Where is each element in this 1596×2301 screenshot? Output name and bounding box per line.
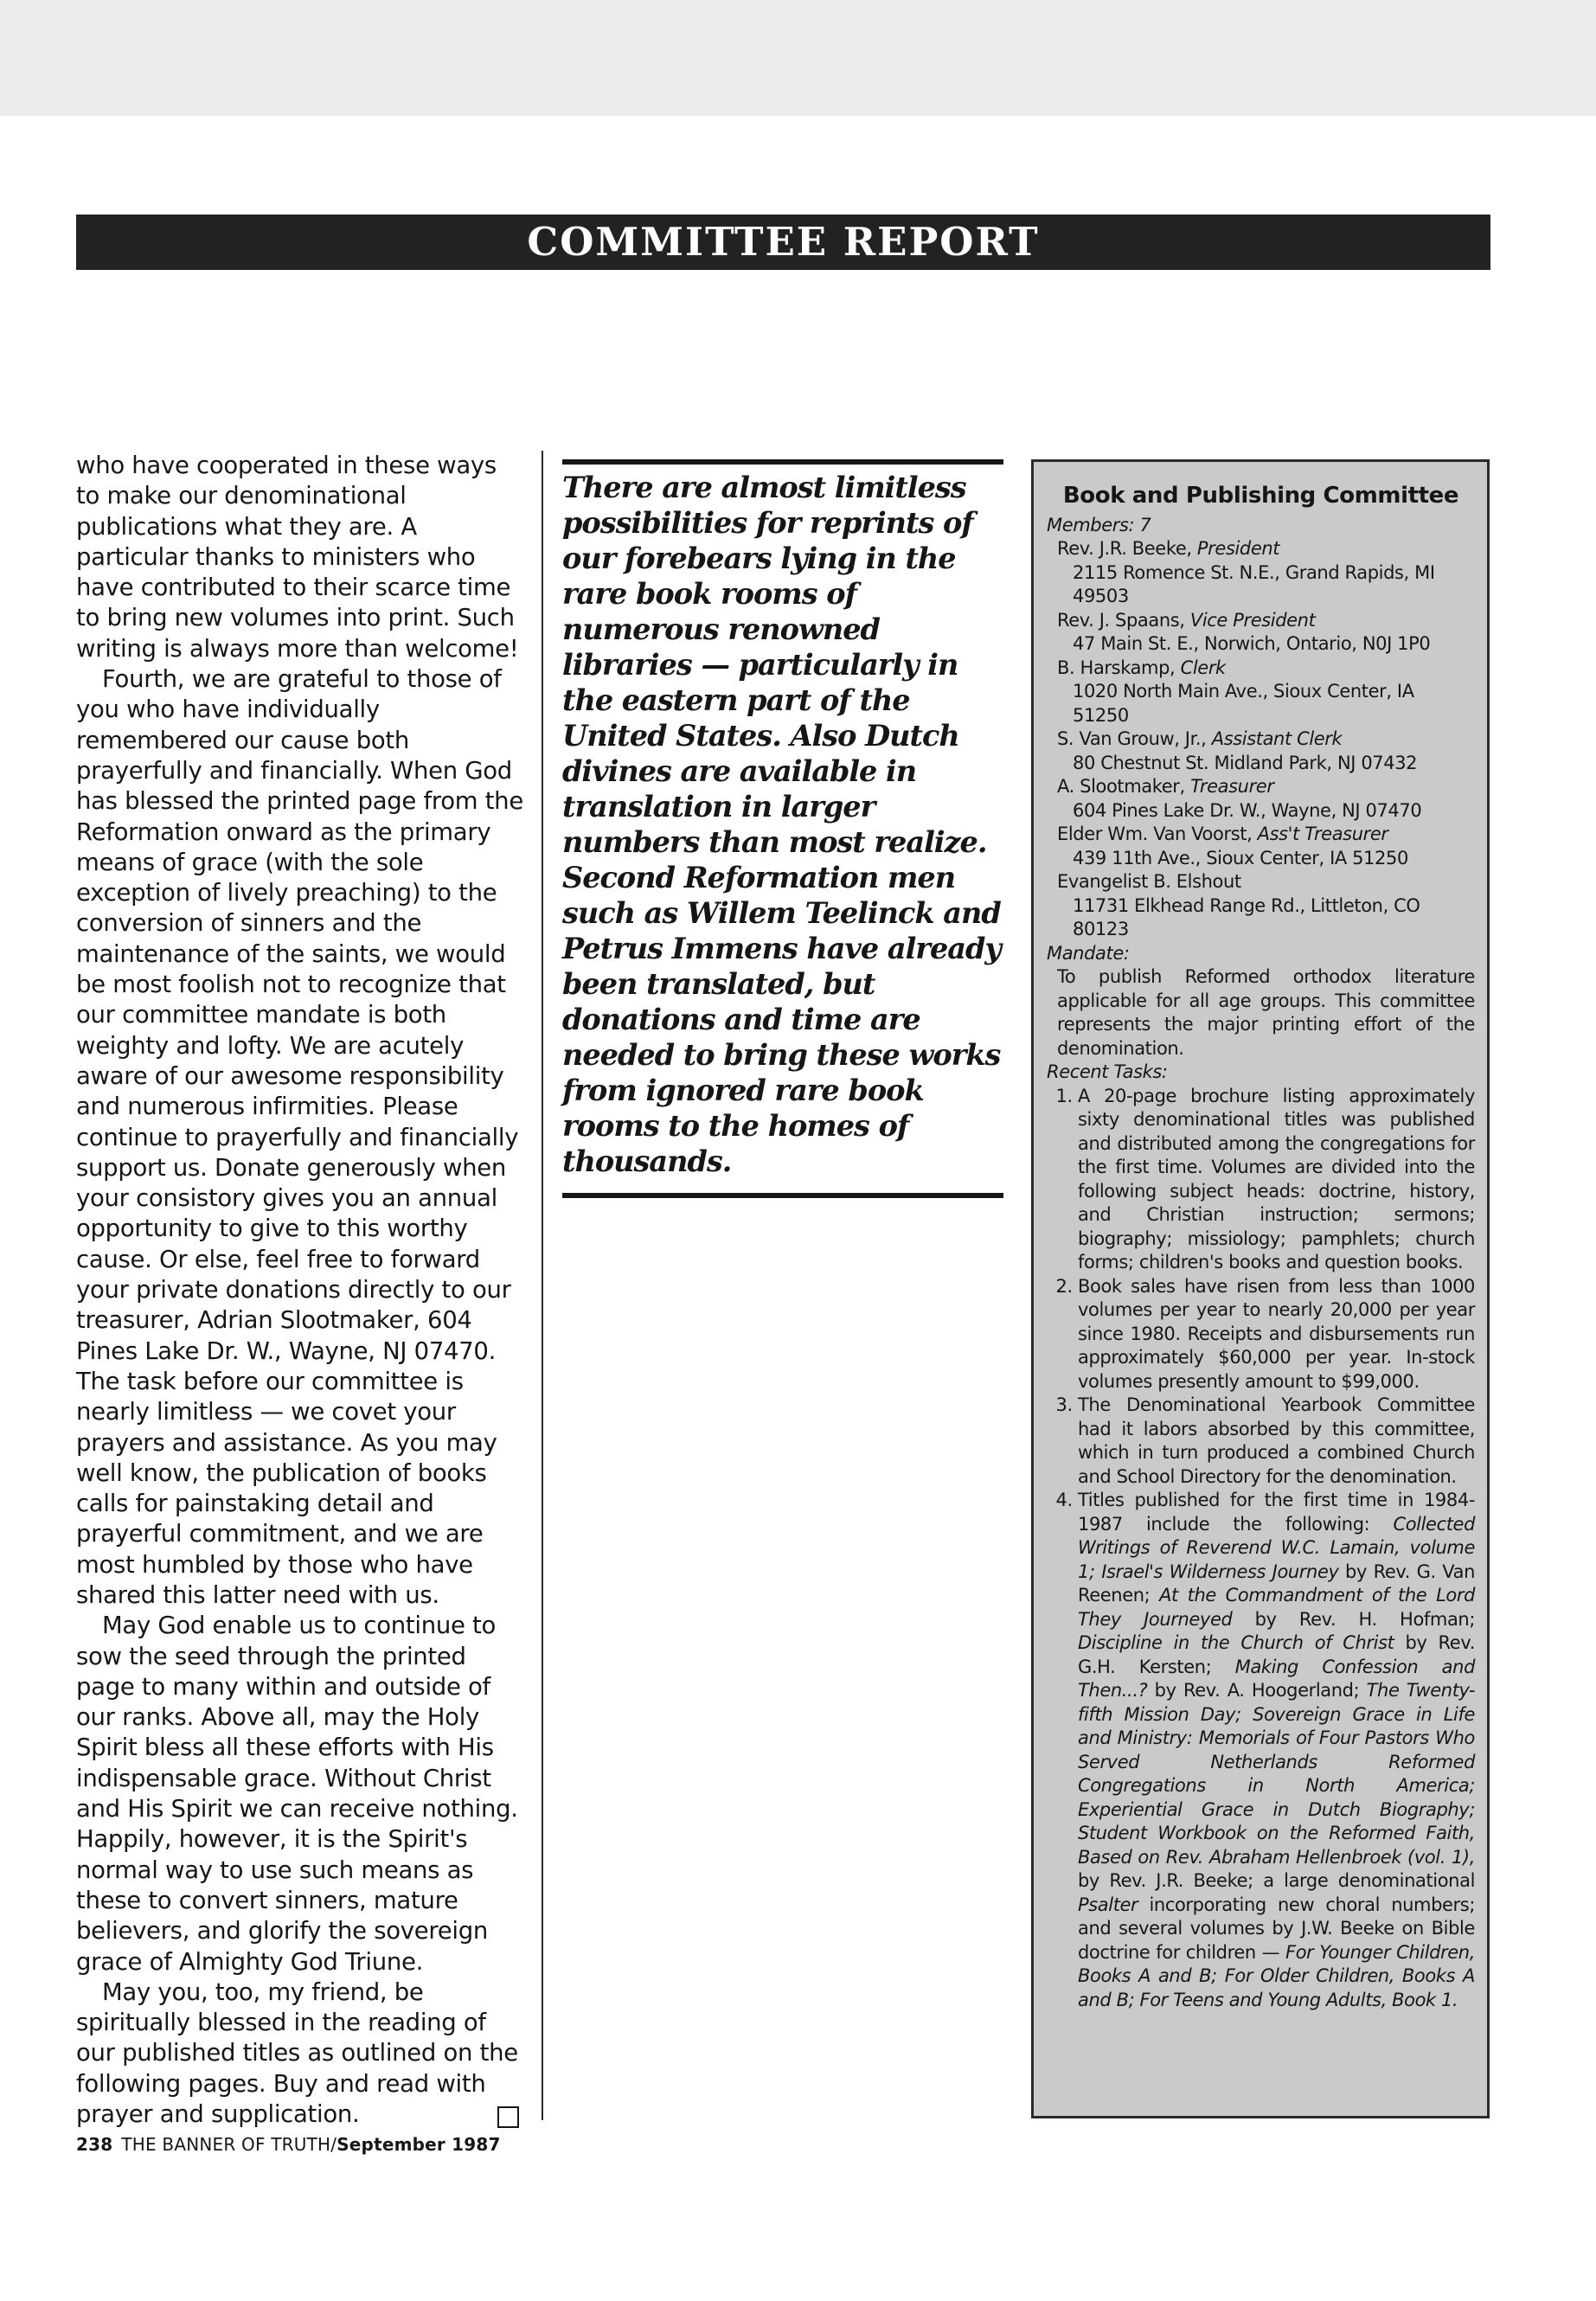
section-banner: COMMITTEE REPORT [76, 215, 1490, 270]
scan-top-margin [0, 0, 1596, 116]
member-address: 604 Pines Lake Dr. W., Wayne, NJ 07470 [1073, 799, 1422, 821]
member-name: Elder Wm. Van Voorst, [1057, 824, 1253, 844]
publication-name: THE BANNER OF TRUTH/ [121, 2134, 337, 2155]
task-item: 2. Book sales have risen from less than 1000 volumes per year to nearly 20,000 per year since 1980. Receipts and disbursements run approximately $60,000 per year. In-stock volumes presently amount to $99,000. [1078, 1275, 1475, 1394]
member-address: 11731 Elkhead Range Rd., Littleton, CO 80123 [1073, 894, 1420, 939]
issue-date: September 1987 [337, 2134, 501, 2155]
task-text: by Rev. G.H. Kersten; [1078, 1632, 1475, 1677]
member-address: 439 11th Ave., Sioux Center, IA 51250 [1073, 847, 1408, 868]
pull-quote-text: There are almost limitless possibilities for reprints of our forebears lying in the rare book rooms of numerous renowned libraries — particularly in the eastern part of the United States. Also Dutch divines are available in translation in larger numbers than most realize. Second Reformation men such as Willem Teelinck and Petrus Immens have already been translated, but donations and time are needed to bring these works from ignored rare book rooms to the homes of thousands. [562, 471, 1001, 1178]
member-role: Treasurer [1190, 776, 1274, 797]
member-entry [1047, 823, 1475, 847]
member-name: Evangelist B. Elshout [1057, 871, 1241, 892]
body-paragraph: Fourth, we are grateful to those of you who have individually remembered our cause both prayerfully and financially. When God has blessed the printed page from the Reformation onward as the primary means of grace (with the sole exception of lively preaching) to the conversion of sinners and the maintenance of the saints, we would be most foolish not to recognize that our committee mandate is both weighty and lofty. We are acutely aware of our awesome responsibility and numerous infirmities. Please continue to prayerfully and financially support us. Donate generously when your consistory gives you an annual opportunity to give to this worthy cause. Or else, feel free to forward your private donations directly to our treasurer, Adrian Slootmaker, 604 Pines Lake Dr. W., Wayne, NJ 07470. The task before our committee is nearly limitless — we covet your prayers and assistance. As you may well know, the publication of books calls for painstaking detail and prayerful commitment, and we are most humbled by those who have shared this latter need with us. [76, 665, 523, 1609]
member-name: A. Slootmaker, [1057, 776, 1185, 797]
task-item: 3. The Denominational Yearbook Committee had it labors absorbed by this committee, which in turn produced a combined Church and School Directory for the denomination. [1078, 1394, 1475, 1489]
task-text: by Rev. J.R. Beeke; a large denominational [1078, 1870, 1475, 1891]
member-address: 1020 North Main Ave., Sioux Center, IA 51250 [1073, 681, 1414, 726]
book-title: Collected Writings of Reverend W.C. Lamain, volume 1; Israel's Wilderness Journey [1078, 1513, 1475, 1582]
member-address: 80 Chestnut St. Midland Park, NJ 07432 [1073, 752, 1418, 773]
tasks-label: Recent Tasks: [1047, 1061, 1168, 1082]
member-entry [1047, 775, 1475, 799]
page-footer [76, 2134, 501, 2155]
member-role: Vice President [1189, 609, 1316, 631]
article-body [76, 451, 526, 2130]
page-number: 238 [76, 2134, 113, 2155]
members-label: Members: 7 [1047, 514, 1151, 535]
task-text: by Rev. G. Van Reenen; [1078, 1561, 1475, 1606]
book-title: The Twenty-fifth Mission Day; Sovereign Grace in Life and Ministry: Memorials of Four Pastors Who Served Netherlands Reformed Congregations in North America; Experiential Grace in Dutch Biography; Student Workbook on the Reformed Faith, Based on Rev. Abraham Hellenbroek (vol. 1), [1078, 1680, 1475, 1868]
book-title: At the Commandment of the Lord They Journeyed [1078, 1585, 1475, 1630]
task-text: incorporating new choral numbers; and several volumes by J.W. Beeke on Bible doctrine for children — [1078, 1894, 1475, 1963]
member-entry [1047, 657, 1475, 681]
member-entry [1047, 537, 1475, 561]
member-role: Clerk [1180, 657, 1226, 678]
body-paragraph: May God enable us to continue to sow the seed through the printed page to many within and outside of our ranks. Above all, may the Holy Spirit bless all these efforts with His indispensable grace. Without Christ and His Spirit we can receive nothing. Happily, however, it is the Spirit's normal way to use such means as these to convert sinners, mature believers, and glorify the sovereign grace of Almighty God Triune. [76, 1612, 518, 1976]
committee-sidebar [1031, 459, 1490, 2118]
member-name: Rev. J.R. Beeke, [1057, 538, 1192, 559]
member-entry [1047, 609, 1475, 633]
mandate-label: Mandate: [1047, 942, 1130, 964]
member-role: Assistant Clerk [1211, 728, 1343, 749]
mandate-text: To publish Reformed orthodox literature applicable for all age groups. This committee represents the major printing effort of the denomination. [1057, 966, 1475, 1059]
body-paragraph-text: May you, too, my friend, be spiritually blessed in the reading of our published titles as outlined on the following pages. Buy and read with prayer and supplication. [76, 1977, 518, 2129]
end-mark-icon [497, 2106, 519, 2128]
task-text: Titles published for the first time in 1984-1987 include the following: [1078, 1490, 1475, 1535]
book-title: Discipline in the Church of Christ [1078, 1632, 1394, 1653]
member-name: Rev. J. Spaans, [1057, 609, 1185, 631]
task-text: by Rev. A. Hoogerland; [1147, 1680, 1367, 1701]
task-text: by Rev. H. Hofman; [1232, 1608, 1475, 1630]
member-entry [1047, 870, 1475, 894]
member-name: S. Van Grouw, Jr., [1057, 728, 1207, 749]
member-entry [1047, 727, 1475, 752]
pull-quote [562, 459, 1003, 1198]
member-role: President [1196, 538, 1280, 559]
sidebar-title: Book and Publishing Committee [1062, 483, 1459, 509]
tasks-list [1047, 1085, 1475, 2013]
column-divider [542, 451, 543, 2120]
book-title: For Younger Children, Books A and B; For Older Children, Books A and B; For Teens and Young Adults, Book 1. [1078, 1941, 1475, 2010]
task-item [1078, 1489, 1475, 2012]
member-address: 2115 Romence St. N.E., Grand Rapids, MI 49503 [1073, 561, 1435, 606]
body-paragraph: who have cooperated in these ways to make our denominational publications what they are. A particular thanks to ministers who have contributed to their scarce time to bring new volumes into print. Such writing is always more than welcome! [76, 452, 519, 663]
task-item: 1. A 20-page brochure listing approximately sixty denominational titles was published and distributed among the congregations for the first time. Volumes are divided into the following subject heads: doctrine, history, and Christian instruction; sermons; biography; missiology; pamphlets; church forms; children's books and question books. [1078, 1085, 1475, 1275]
body-paragraph [76, 1977, 526, 2130]
pull-quote-bottom-rule [562, 1193, 1003, 1198]
member-address: 47 Main St. E., Norwich, Ontario, N0J 1P0 [1073, 633, 1431, 654]
member-name: B. Harskamp, [1057, 657, 1176, 678]
book-title: Making Confession and Then...? [1078, 1656, 1475, 1701]
book-title: Psalter [1078, 1894, 1138, 1915]
member-role: Ass't Treasurer [1257, 824, 1388, 844]
pull-quote-top-rule [562, 459, 1003, 465]
